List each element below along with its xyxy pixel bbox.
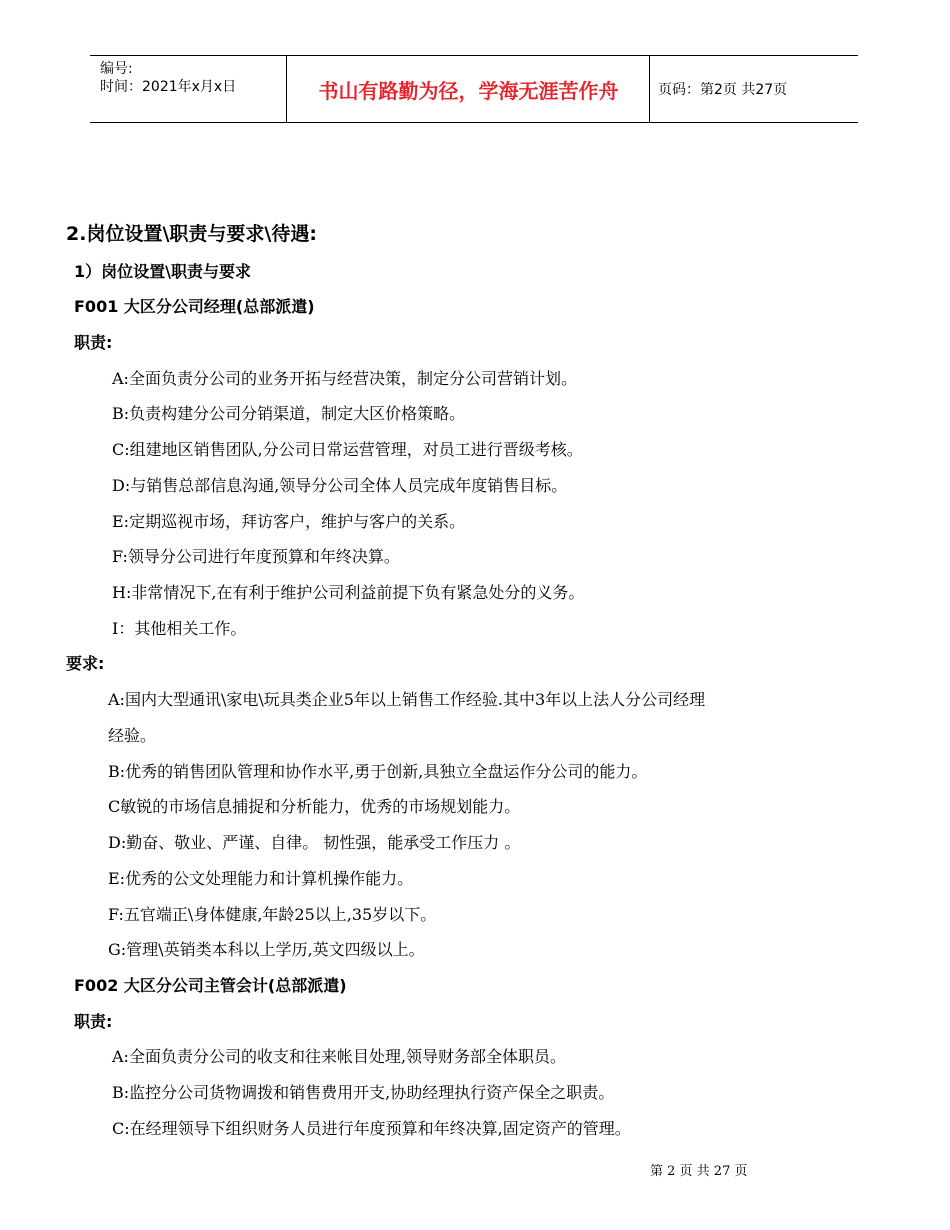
requirement-item: G:管理\英销类本科以上学历,英文四级以上。 (108, 940, 425, 959)
header-divider (649, 56, 650, 122)
requirement-item: 经验。 (108, 726, 157, 745)
code-label: 编号: (100, 61, 133, 77)
header-page-info: 页码：第2页 共27页 (658, 82, 788, 98)
position-title-f002: F002 大区分公司主管会计(总部派遣) (74, 976, 347, 995)
duty-item: F:领导分公司进行年度预算和年终决算。 (112, 547, 400, 566)
page-header (90, 55, 858, 123)
requirement-item: E:优秀的公文处理能力和计算机操作能力。 (108, 869, 414, 888)
page-footer: 第 2 页 共 27 页 (650, 1164, 748, 1179)
requirement-item: F:五官端正\身体健康,年龄25以上,35岁以下。 (108, 905, 437, 924)
time-label: 时间：2021年x月x日 (100, 79, 237, 95)
duty-label: 职责: (74, 1012, 113, 1031)
duty-item: E:定期巡视市场，拜访客户，维护与客户的关系。 (112, 512, 466, 531)
requirement-item: C敏锐的市场信息捕捉和分析能力，优秀的市场规划能力。 (108, 797, 521, 816)
requirement-item: D:勤奋、敬业、严谨、自律。 韧性强，能承受工作压力 。 (108, 833, 521, 852)
duty-item: B:监控分公司货物调拨和销售费用开支,协助经理执行资产保全之职责。 (112, 1083, 615, 1102)
header-meta (100, 60, 236, 96)
section-title: 2.岗位设置\职责与要求\待遇: (66, 223, 317, 245)
duty-item: C:组建地区销售团队,分公司日常运营管理，对员工进行晋级考核。 (112, 440, 583, 459)
duty-item: I：其他相关工作。 (112, 619, 247, 638)
duty-item: A:全面负责分公司的业务开拓与经营决策，制定分公司营销计划。 (112, 369, 577, 388)
duty-item: A:全面负责分公司的收支和往来帐目处理,领导财务部全体职员。 (112, 1047, 567, 1066)
duty-item: C:在经理领导下组织财务人员进行年度预算和年终决算,固定资产的管理。 (112, 1119, 631, 1138)
header-motto: 书山有路勤为径，学海无涯苦作舟 (318, 78, 619, 103)
duty-item: B:负责构建分公司分销渠道，制定大区价格策略。 (112, 404, 466, 423)
duty-label: 职责: (74, 333, 113, 352)
duty-item: D:与销售总部信息沟通,领导分公司全体人员完成年度销售目标。 (112, 476, 568, 495)
position-title-f001: F001 大区分公司经理(总部派遣) (74, 297, 315, 316)
requirement-label: 要求: (66, 654, 105, 673)
requirement-item: A:国内大型通讯\家电\玩具类企业5年以上销售工作经验.其中3年以上法人分公司经理 (108, 690, 706, 709)
subsection-title: 1）岗位设置\职责与要求 (74, 262, 251, 281)
requirement-item: B:优秀的销售团队管理和协作水平,勇于创新,具独立全盘运作分公司的能力。 (108, 762, 648, 781)
duty-item: H:非常情况下,在有利于维护公司利益前提下负有紧急处分的义务。 (112, 583, 585, 602)
